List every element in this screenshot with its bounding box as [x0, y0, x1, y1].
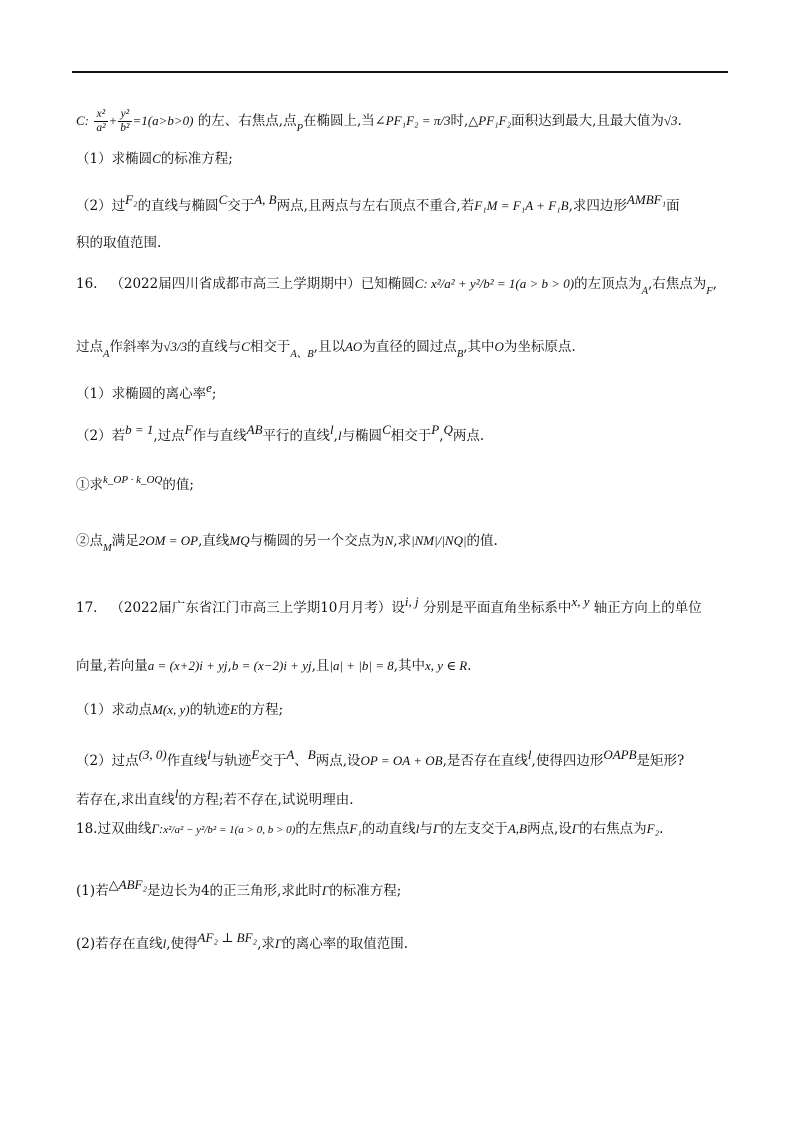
vector-b: b = (x−2)i + yj [231, 658, 312, 673]
slope-value: √3/3 [163, 339, 188, 354]
header-rule [72, 71, 728, 73]
ellipse-equation: C: x²/a² + y²/b² = 1(a > b > 0) [414, 276, 575, 291]
ratio-expression: |NM|/|NQ| [411, 533, 467, 548]
vector-condition: F₁M = F₁A + F₁B [474, 198, 569, 213]
p15-q2: （2）过F₂的直线与椭圆C交于A, B两点,且两点与左右顶点不重合,若F₁M = F₁A + F₁B,求四边形AMBF₁面 [76, 192, 680, 214]
problem-source: （2022届四川省成都市高三上学期期中）已知椭圆 [110, 276, 415, 292]
p16-q2: （2）若b = 1,过点F作与直线AB平行的直线l,l与椭圆C相交于P,Q两点. [76, 422, 485, 444]
frac-x2-a2: $\frac{\text{x²}}{\text{a²}}$ [96, 108, 106, 134]
p16-line2: 过点$_A$作斜率为√3/3的直线与C相交于$_{A、B}$,且以AO为直径的圆过点$_B$,其中O为坐标原点. [76, 339, 576, 360]
p17-line1: 17. （2022届广东省江门市高三上学期10月月考）设i, j 分别是平面直角坐标系中x, y 轴正方向上的单位 [76, 594, 702, 616]
p16-q1: （1）求椭圆的离心率e; [76, 380, 217, 402]
p17-q2-cont: 若存在,求出直线l的方程;若不存在,试说明理由. [76, 786, 354, 808]
vector-a: a = (x+2)i + yj [147, 658, 228, 673]
hyperbola-equation: x²/a² − y²/b² = 1(a > 0, b > 0) [163, 824, 296, 836]
problem-source: （2022届广东省江门市高三上学期10月月考）设 [110, 600, 405, 616]
max-area-value: √3 [663, 113, 678, 128]
p16-line1: 16. （2022届四川省成都市高三上学期期中）已知椭圆C: x²/a² + y²/b² = 1(a > b > 0)的左顶点为$_A$,右焦点为$_F$, [76, 276, 718, 297]
ellipse-name: C [76, 113, 85, 128]
p18-line1: 18.过双曲线Γ:x²/a² − y²/b² = 1(a > 0, b > 0)的左焦点F₁的动直线l与Γ的左支交于A,B两点,设Γ的右焦点为F₂. [76, 821, 664, 837]
frac-y2-b2: $\frac{\text{y²}}{\text{b²}}$ [120, 108, 130, 134]
p18-q2: (2)若存在直线l,使得AF₂ ⊥ BF₂,求Γ的离心率的取值范围. [76, 930, 409, 952]
p17-q1: （1）求动点M(x, y)的轨迹E的方程; [76, 702, 284, 718]
problem-number: 17. [76, 600, 98, 616]
p15-q2-cont: 积的取值范围. [76, 235, 162, 251]
p15-line1: C: $\frac{\text{x²}}{\text{a²}}$ + $\frac{\text{y²}}{\text{b²}}$ =1(a>b>0) 的左、右焦点,点$_P$在椭圆上,当∠PF₁F₂ = π/3时,△PF₁F₂面积达到最大,且最大值为√3. [76, 108, 682, 134]
p17-q2: （2）过点(3, 0)作直线l与轨迹E交于A、B两点,设OP = OA + OB,是否存在直线l,使得四边形OAPB是矩形? [76, 747, 685, 769]
p15-q1: （1）求椭圆C的标准方程; [76, 151, 233, 167]
p16-sub2: ②点$_M$满足2OM = OP,直线MQ与椭圆的另一个交点为N,求|NM|/|NQ|的值. [76, 533, 498, 554]
p17-line2: 向量,若向量a = (x+2)i + yj,b = (x−2)i + yj,且|a| + |b| = 8,其中x, y ∈ R. [76, 658, 472, 674]
problem-number: 16. [76, 276, 98, 292]
angle-condition: ∠PF₁F₂ = π/3 [374, 113, 451, 128]
p16-sub1: ①求$^{k\_OP \cdot k\_OQ}$的值; [76, 474, 194, 493]
p18-q1: (1)若△ABF₂是边长为4的正三角形,求此时Γ的标准方程; [76, 877, 402, 899]
